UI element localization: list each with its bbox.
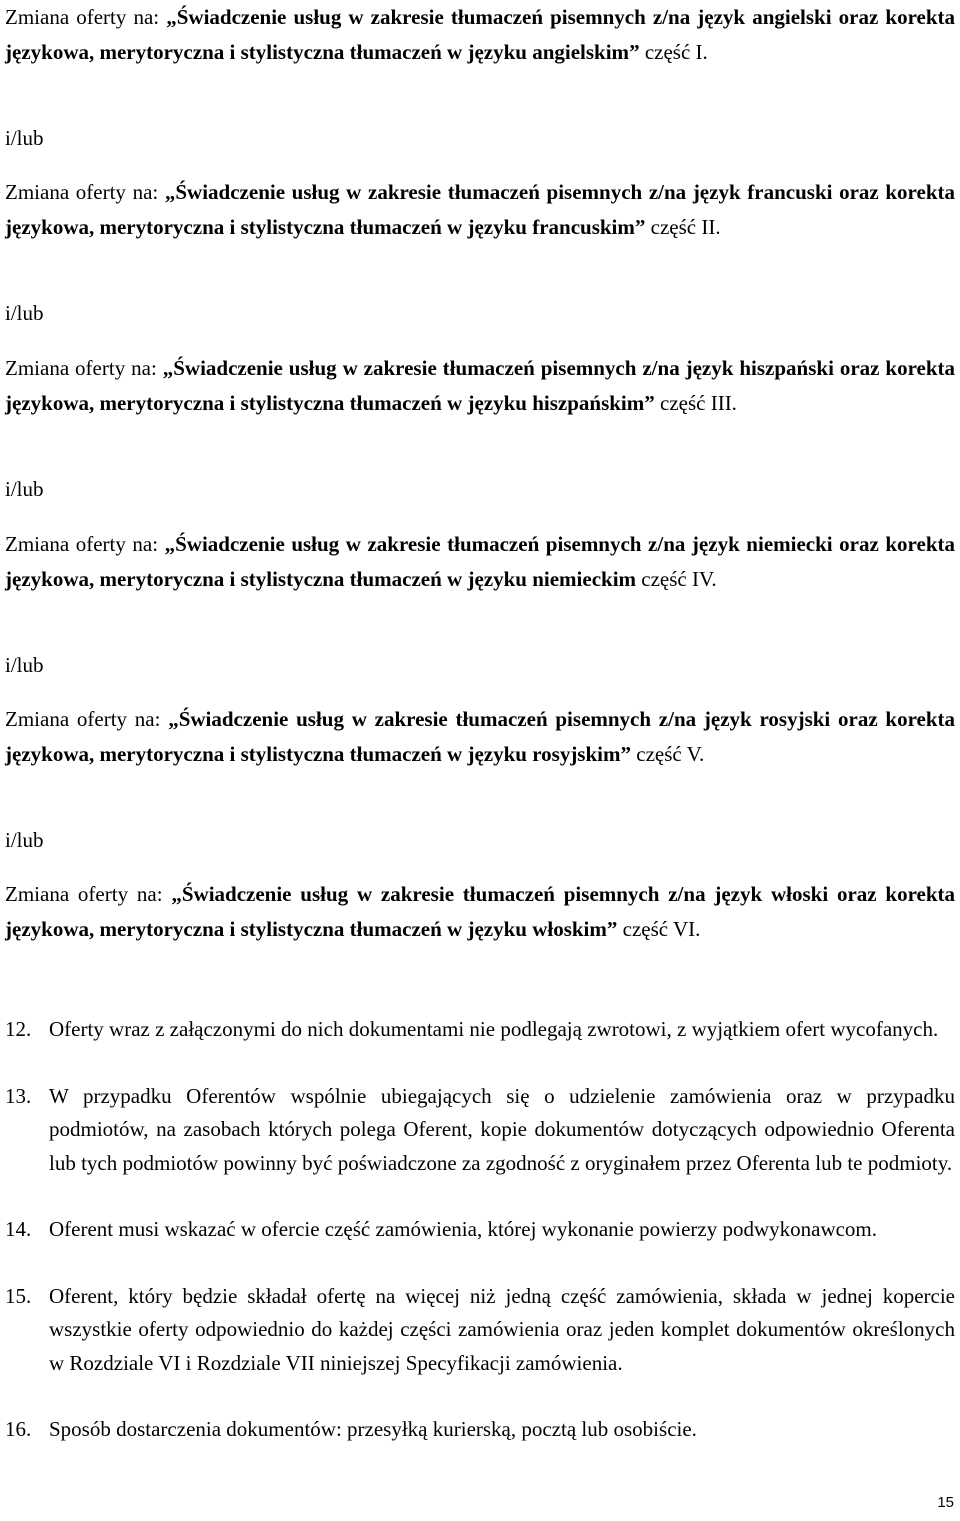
item-number: 13. <box>5 1084 32 1108</box>
item-number: 16. <box>5 1417 32 1441</box>
offer-change-paragraph <box>5 175 955 245</box>
page-number: 15 <box>937 1494 954 1511</box>
separator-and-or: i/lub <box>5 828 44 852</box>
service-title: Świadczenie usług w zakresie tłumaczeń pisemnych z/na język hiszpański oraz korekta językowa, merytoryczna i stylistyczna tłumaczeń w języku hiszpańskim <box>5 356 956 415</box>
item-number: 12. <box>5 1017 32 1041</box>
offer-change-paragraph <box>5 702 955 772</box>
offer-change-prefix: Zmiana oferty na: <box>5 707 169 731</box>
part-label: część II. <box>645 215 721 239</box>
list-item <box>5 1280 955 1380</box>
part-label: część III. <box>654 391 737 415</box>
offer-change-prefix: Zmiana oferty na: <box>5 532 165 556</box>
separator-and-or: i/lub <box>5 301 44 325</box>
separator-and-or: i/lub <box>5 477 44 501</box>
part-label: część VI. <box>617 917 701 941</box>
item-number: 15. <box>5 1284 32 1308</box>
item-number: 14. <box>5 1217 32 1241</box>
quote-open: „ <box>166 5 177 29</box>
list-item <box>5 1080 955 1180</box>
quote-open: „ <box>164 532 176 556</box>
service-title: Świadczenie usług w zakresie tłumaczeń pisemnych z/na język niemiecki oraz korekta językowa, merytoryczna i stylistyczna tłumaczeń w języku niemieckim <box>5 532 955 591</box>
service-title: Świadczenie usług w zakresie tłumaczeń pisemnych z/na język włoski oraz korekta językowa, merytoryczna i stylistyczna tłumaczeń w języku włoskim <box>5 882 956 941</box>
quote-close: ” <box>629 40 640 64</box>
item-text: W przypadku Oferentów wspólnie ubiegających się o udzielenie zamówienia oraz w przypadku podmiotów, na zasobach których polega Oferent, kopie dokumentów dotyczących odpowiednio Oferenta lub tych podmiotów powinny być poświadczone za zgodność z oryginałem przez Oferenta lub te podmioty. <box>49 1084 955 1175</box>
separator-and-or: i/lub <box>5 126 44 150</box>
quote-close: ” <box>644 391 655 415</box>
list-item <box>5 1413 955 1446</box>
offer-change-paragraph <box>5 877 955 947</box>
item-text: Sposób dostarczenia dokumentów: przesyłką kurierską, pocztą lub osobiście. <box>49 1417 697 1441</box>
service-title: Świadczenie usług w zakresie tłumaczeń pisemnych z/na język rosyjski oraz korekta językowa, merytoryczna i stylistyczna tłumaczeń w języku rosyjskim <box>5 707 956 766</box>
offer-change-prefix: Zmiana oferty na: <box>5 356 163 380</box>
quote-close: ” <box>634 215 646 239</box>
quote-open: „ <box>171 882 182 906</box>
offer-change-prefix: Zmiana oferty na: <box>5 5 167 29</box>
quote-open: „ <box>164 180 176 204</box>
service-title: Świadczenie usług w zakresie tłumaczeń pisemnych z/na język francuski oraz korekta językowa, merytoryczna i stylistyczna tłumaczeń w języku francuskim <box>5 180 955 239</box>
quote-close: ” <box>620 742 631 766</box>
list-item <box>5 1213 955 1246</box>
item-text: Oferent, który będzie składał ofertę na więcej niż jedną część zamówienia, składa w jednej kopercie wszystkie oferty odpowiednio do każdej części zamówienia oraz jeden komplet dokumentów określonych w Rozdziale VI i Rozdziale VII niniejszej Specyfikacji zamówienia. <box>49 1284 955 1375</box>
separator-and-or: i/lub <box>5 653 44 677</box>
quote-close: ” <box>606 917 618 941</box>
quote-open: „ <box>162 356 174 380</box>
item-text: Oferent musi wskazać w ofercie część zamówienia, której wykonanie powierzy podwykonawcom. <box>49 1217 878 1241</box>
quote-open: „ <box>168 707 179 731</box>
service-title: Świadczenie usług w zakresie tłumaczeń pisemnych z/na język angielski oraz korekta językowa, merytoryczna i stylistyczna tłumaczeń w języku angielskim <box>5 5 955 64</box>
offer-change-prefix: Zmiana oferty na: <box>5 882 172 906</box>
list-item <box>5 1013 955 1046</box>
offer-change-paragraph <box>5 351 955 421</box>
part-label: część I. <box>639 40 708 64</box>
offer-change-prefix: Zmiana oferty na: <box>5 180 165 204</box>
part-label: część V. <box>631 742 705 766</box>
offer-change-paragraph <box>5 0 955 70</box>
item-text: Oferty wraz z załączonymi do nich dokumentami nie podlegają zwrotowi, z wyjątkiem ofert wycofanych. <box>49 1017 939 1041</box>
offer-change-paragraph <box>5 527 955 597</box>
part-label: część IV. <box>636 567 717 591</box>
